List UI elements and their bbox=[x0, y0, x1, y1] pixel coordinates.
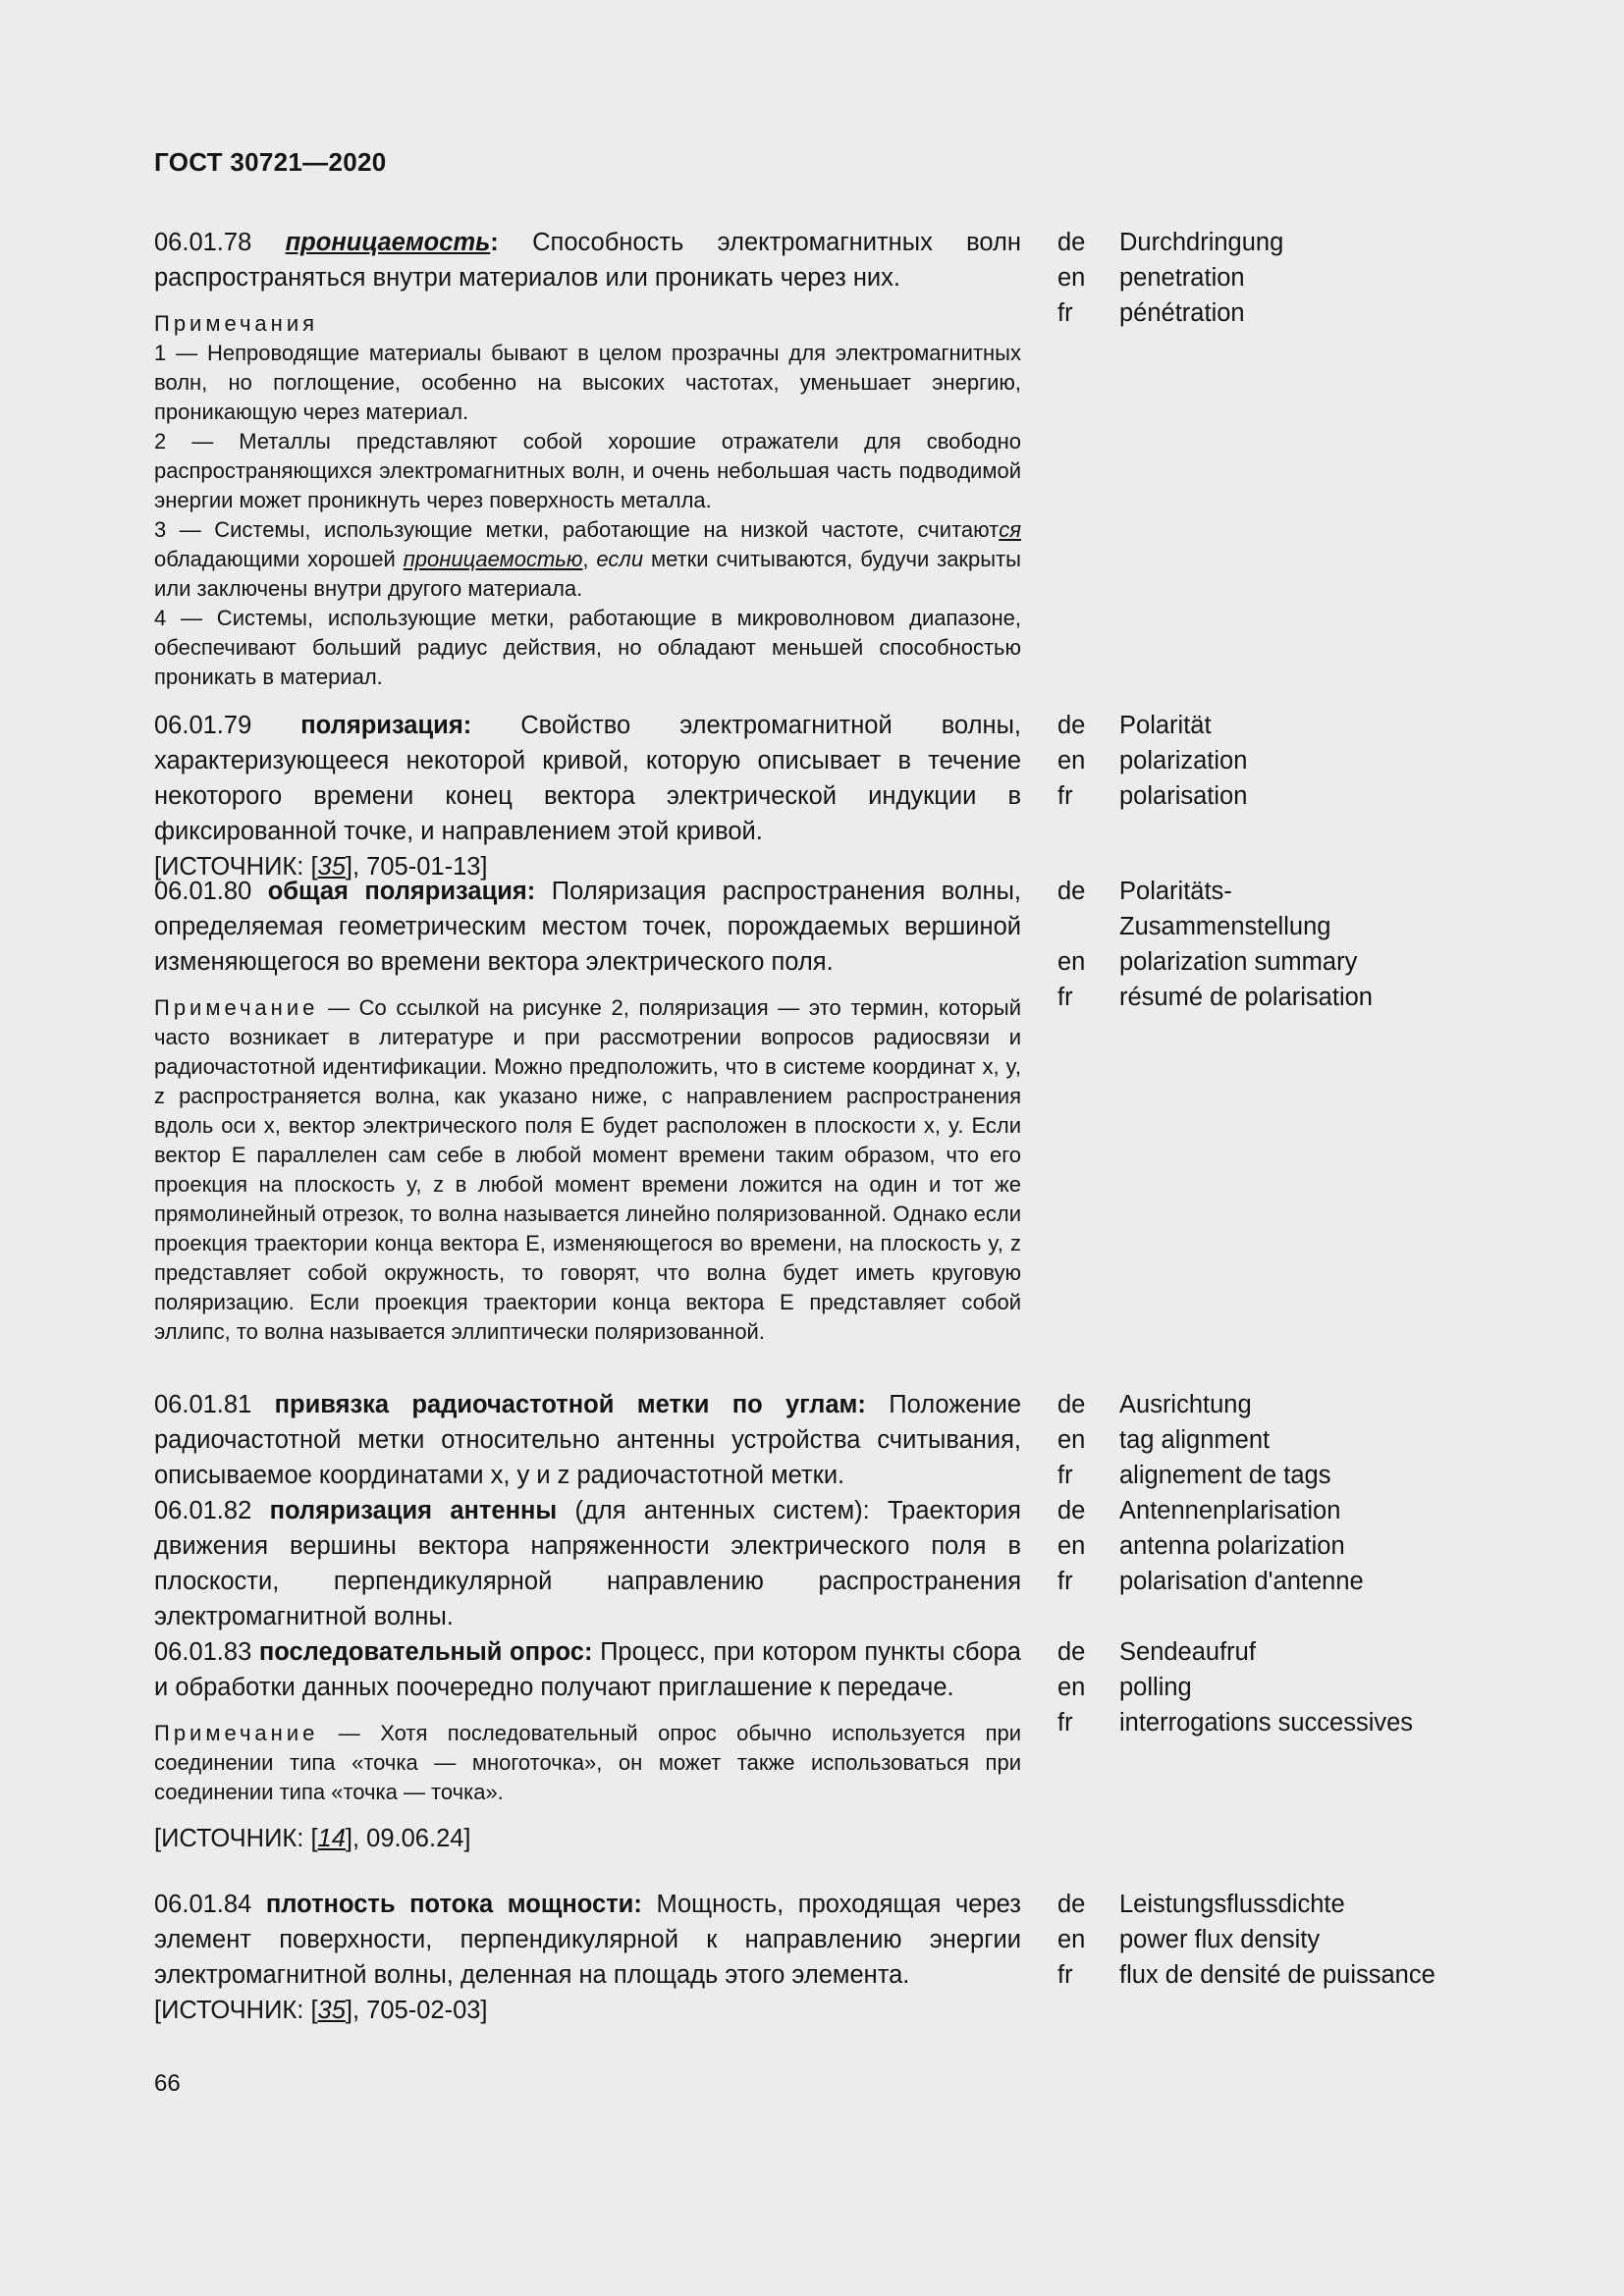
entry-main bbox=[154, 225, 1021, 692]
definition-text: (для антенных систем): Траектория движения вершины вектора напряженности электрического поля в плоскости, перпендикулярной направлению распространения электромагнитной волны. bbox=[154, 1497, 1021, 1630]
lang-code: en bbox=[1057, 1674, 1086, 1701]
entry-main bbox=[154, 874, 1021, 1347]
document-header: ГОСТ 30721—2020 bbox=[154, 147, 387, 177]
equivalent-term: polling bbox=[1119, 1674, 1192, 1701]
lang-code: de bbox=[1057, 712, 1086, 739]
term-number: 06.01.82 bbox=[154, 1497, 252, 1524]
note bbox=[154, 993, 1021, 1347]
definition-text: Положение радиочастотной метки относительно антенны устройства считывания, описываемое координатами x, y и z радиочастотной метки. bbox=[154, 1391, 1022, 1489]
equivalent-de bbox=[1057, 1387, 1548, 1422]
equivalent-fr bbox=[1057, 1564, 1548, 1599]
definition bbox=[154, 1634, 1021, 1705]
equivalent-term bbox=[1119, 874, 1548, 944]
equivalent-en bbox=[1057, 743, 1548, 778]
equivalent-term: tag alignment bbox=[1119, 1426, 1271, 1454]
term: привязка радиочастотной метки по углам: bbox=[274, 1391, 866, 1418]
note-3-part: проницаемостью bbox=[403, 547, 583, 571]
equivalent-term: penetration bbox=[1119, 264, 1245, 292]
lang-code: en bbox=[1057, 1926, 1086, 1953]
equivalent-fr bbox=[1057, 1957, 1548, 1993]
equivalent-term: alignement de tags bbox=[1119, 1462, 1331, 1489]
equivalent-de bbox=[1057, 708, 1548, 743]
equivalent-term: pénétration bbox=[1119, 299, 1245, 327]
source-link[interactable]: 14 bbox=[317, 1825, 346, 1852]
term-number: 06.01.83 bbox=[154, 1638, 252, 1666]
lang-code: de bbox=[1057, 878, 1086, 905]
note-label: Примечание bbox=[154, 1721, 319, 1745]
equivalent-term: Sendeaufruf bbox=[1119, 1638, 1256, 1666]
definition bbox=[154, 1387, 1021, 1493]
equivalent-term-part: Zusammenstellung bbox=[1119, 913, 1331, 940]
note-1: 1 — Непроводящие материалы бывают в целом прозрачны для электромагнитных волн, но поглощение, особенно на высоких частотах, уменьшает энергию, проникающую через материал. bbox=[154, 341, 1021, 424]
entry-main bbox=[154, 1634, 1021, 1856]
note-3-part: , bbox=[582, 547, 597, 571]
term: последовательный опрос: bbox=[258, 1638, 593, 1666]
equivalents bbox=[1057, 1493, 1548, 1599]
lang-code: fr bbox=[1057, 1961, 1073, 1989]
source-suffix: ], 705-01-13] bbox=[345, 853, 488, 881]
equivalent-de bbox=[1057, 874, 1548, 944]
equivalent-term: antenna polarization bbox=[1119, 1532, 1345, 1560]
term-number: 06.01.84 bbox=[154, 1891, 252, 1918]
equivalent-de bbox=[1057, 1634, 1548, 1670]
equivalents bbox=[1057, 225, 1548, 331]
equivalent-term: Durchdringung bbox=[1119, 229, 1284, 256]
lang-code: fr bbox=[1057, 299, 1073, 327]
equivalent-de bbox=[1057, 1493, 1548, 1528]
note-4: 4 — Системы, использующие метки, работающие в микроволновом диапазоне, обеспечивают больший радиус действия, но обладают меньшей способностью проникать в материал. bbox=[154, 606, 1021, 689]
note-2: 2 — Металлы представляют собой хорошие отражатели для свободно распространяющихся электромагнитных волн, и очень небольшая часть подводимой энергии может проникнуть через поверхность металла. bbox=[154, 429, 1021, 512]
equivalent-term: Antennenplarisation bbox=[1119, 1497, 1341, 1524]
lang-code: de bbox=[1057, 229, 1086, 256]
equivalent-en bbox=[1057, 1422, 1548, 1458]
equivalent-term: polarisation d'antenne bbox=[1119, 1568, 1364, 1595]
term-colon: : bbox=[490, 229, 499, 256]
lang-code: fr bbox=[1057, 1462, 1073, 1489]
note-3 bbox=[154, 515, 1021, 604]
lang-code: en bbox=[1057, 264, 1086, 292]
equivalent-fr bbox=[1057, 778, 1548, 814]
equivalent-term: résumé de polarisation bbox=[1119, 984, 1373, 1011]
equivalent-term: polarization summary bbox=[1119, 948, 1358, 976]
equivalent-term: Polarität bbox=[1119, 712, 1212, 739]
source-link[interactable]: 35 bbox=[317, 853, 346, 881]
equivalent-fr bbox=[1057, 980, 1548, 1015]
note-text: — Хотя последовательный опрос обычно используется при соединении типа «точка — многоточка», он может также использоваться при соединении типа «точка — точка». bbox=[154, 1721, 1021, 1804]
term-number: 06.01.80 bbox=[154, 878, 252, 905]
equivalent-fr bbox=[1057, 1705, 1548, 1740]
equivalent-fr bbox=[1057, 295, 1548, 331]
notes-heading bbox=[154, 309, 1021, 339]
equivalent-de bbox=[1057, 1887, 1548, 1922]
equivalent-de bbox=[1057, 225, 1548, 260]
term-number: 06.01.81 bbox=[154, 1391, 252, 1418]
definition-text: Процесс, при котором пункты сбора и обработки данных поочередно получают приглашение к передаче. bbox=[154, 1638, 1021, 1701]
definition-text: Свойство электромагнитной волны, характеризующееся некоторой кривой, которую описывает в течение некоторого времени конец вектора электрической индукции в фиксированной точке, и направлением этой кривой. bbox=[154, 712, 1021, 845]
equivalent-term: Ausrichtung bbox=[1119, 1391, 1252, 1418]
term-number: 06.01.79 bbox=[154, 712, 252, 739]
equivalent-en bbox=[1057, 1528, 1548, 1564]
source-prefix: [ИСТОЧНИК: [ bbox=[154, 1825, 318, 1852]
source-link[interactable]: 35 bbox=[317, 1997, 346, 2024]
term: плотность потока мощности: bbox=[265, 1891, 642, 1918]
term: проницаемость bbox=[285, 229, 491, 256]
equivalent-en bbox=[1057, 1922, 1548, 1957]
lang-code: en bbox=[1057, 948, 1086, 976]
source-suffix: ], 09.06.24] bbox=[345, 1825, 471, 1852]
equivalent-en bbox=[1057, 944, 1548, 980]
source-prefix: [ИСТОЧНИК: [ bbox=[154, 1997, 318, 2024]
term: поляризация: bbox=[300, 712, 472, 739]
entry-main bbox=[154, 1493, 1021, 1634]
lang-code: de bbox=[1057, 1891, 1086, 1918]
term: поляризация антенны bbox=[269, 1497, 558, 1524]
equivalents bbox=[1057, 708, 1548, 814]
equivalents bbox=[1057, 1887, 1548, 1993]
definition bbox=[154, 1887, 1021, 1993]
equivalent-en bbox=[1057, 260, 1548, 295]
equivalent-term: flux de densité de puissance bbox=[1119, 1961, 1435, 1989]
equivalent-en bbox=[1057, 1670, 1548, 1705]
equivalent-term: power flux density bbox=[1119, 1926, 1321, 1953]
equivalents bbox=[1057, 874, 1548, 1015]
definition bbox=[154, 708, 1021, 849]
entry-main bbox=[154, 708, 1021, 884]
definition bbox=[154, 1493, 1021, 1634]
source-reference bbox=[154, 1821, 1021, 1856]
lang-code: fr bbox=[1057, 984, 1073, 1011]
lang-code: de bbox=[1057, 1497, 1086, 1524]
note-3-part: обладающими хорошей bbox=[154, 547, 404, 571]
definition bbox=[154, 874, 1021, 980]
lang-code: de bbox=[1057, 1638, 1086, 1666]
note-3-part: ся bbox=[999, 517, 1021, 542]
note bbox=[154, 1719, 1021, 1807]
entry-main bbox=[154, 1887, 1021, 2028]
equivalent-term-part: Polaritäts- bbox=[1119, 878, 1232, 905]
entry-main bbox=[154, 1387, 1021, 1493]
source-suffix: ], 705-02-03] bbox=[345, 1997, 488, 2024]
lang-code: en bbox=[1057, 747, 1086, 774]
source-reference bbox=[154, 1993, 1021, 2028]
equivalents bbox=[1057, 1634, 1548, 1740]
note-3-part: метки считываются, будучи закрыты или заключены внутри другого материала. bbox=[154, 547, 1021, 601]
term-number: 06.01.78 bbox=[154, 229, 252, 256]
note-3-part: если bbox=[596, 547, 644, 571]
page-number: 66 bbox=[154, 2070, 181, 2097]
definition-text: Мощность, проходящая через элемент поверхности, перпендикулярной к направлению энергии электромагнитной волны, деленная на площадь этого элемента. bbox=[154, 1891, 1021, 1989]
note-label: Примечание bbox=[154, 995, 319, 1020]
source-prefix: [ИСТОЧНИК: [ bbox=[154, 853, 318, 881]
lang-code: fr bbox=[1057, 782, 1073, 810]
lang-code: en bbox=[1057, 1532, 1086, 1560]
equivalent-term: Leistungsflussdichte bbox=[1119, 1891, 1345, 1918]
term: общая поляризация: bbox=[267, 878, 536, 905]
lang-code: en bbox=[1057, 1426, 1086, 1454]
lang-code: fr bbox=[1057, 1568, 1073, 1595]
note-text: — Со ссылкой на рисунке 2, поляризация — это термин, который часто возникает в литературе и при рассмотрении вопросов радиосвязи и радиочастотной идентификации. Можно предположить, что в системе координат x, y, z распространяется волна, как указано ниже, с направлением распространения вдоль оси x, вектор электрического поля E будет расположен в плоскости x, y. Если вектор E параллелен сам себе в любой момент времени таким образом, что его проекция на плоскость y, z в любой момент времени ложится на один и тот же прямолинейный отрезок, то волна называется линейно поляризованной. Однако если проекция траектории конца вектора E, изменяющегося во времени, на плоскость y, z представляет собой окружность, то говорят, что волна будет иметь круговую поляризацию. Если проекция траектории конца вектора E представляет собой эллипс, то волна называется эллиптически поляризованной. bbox=[154, 995, 1021, 1344]
equivalents bbox=[1057, 1387, 1548, 1493]
notes-heading-text: Примечания bbox=[154, 311, 319, 336]
note-3-part: 3 — Системы, использующие метки, работающие на низкой частоте, считают bbox=[154, 517, 1000, 542]
lang-code: fr bbox=[1057, 1709, 1073, 1736]
equivalent-term: polarization bbox=[1119, 747, 1248, 774]
definition bbox=[154, 225, 1021, 295]
equivalent-term: interrogations successives bbox=[1119, 1709, 1414, 1736]
definition-text: Поляризация распространения волны, определяемая геометрическим местом точек, порождаемых вершиной изменяющегося во времени вектора электрического поля. bbox=[154, 878, 1021, 976]
lang-code: de bbox=[1057, 1391, 1086, 1418]
equivalent-term: polarisation bbox=[1119, 782, 1248, 810]
definition-text: Способность электромагнитных волн распространяться внутри материалов или проникать через них. bbox=[154, 229, 1021, 292]
equivalent-fr bbox=[1057, 1458, 1548, 1493]
